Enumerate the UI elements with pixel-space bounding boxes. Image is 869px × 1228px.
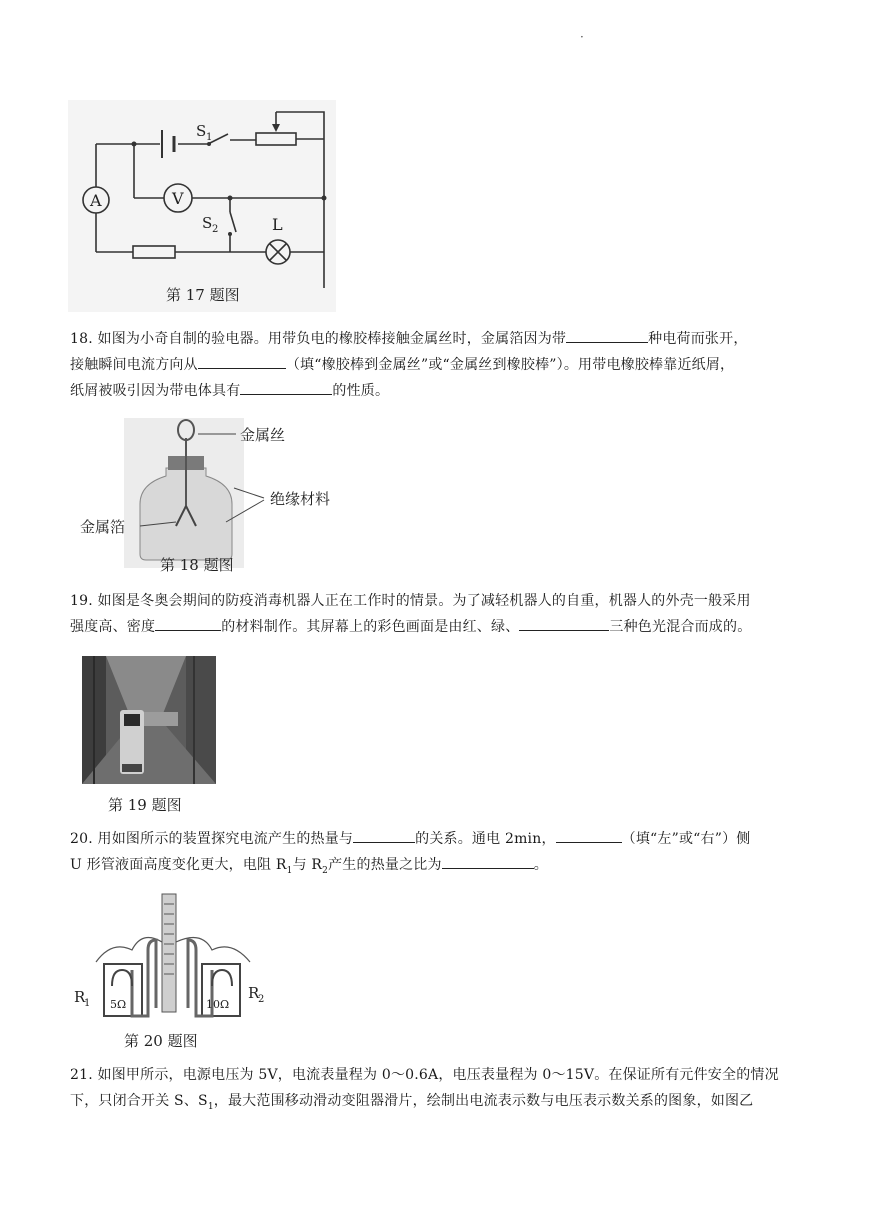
resistor-left-value: 5Ω bbox=[110, 998, 127, 1011]
q20-blank-2[interactable] bbox=[556, 828, 622, 843]
lamp-label: L bbox=[272, 215, 283, 234]
header-dot: · bbox=[580, 30, 584, 44]
s2-label: S bbox=[202, 214, 213, 232]
r1-sub: 1 bbox=[84, 998, 91, 1009]
question-20: 20. 用如图所示的装置探究电流产生的热量与 的关系。通电 2min， （填“左”或“右”）侧 U 形管液面高度变化更大，电阻 $R_1$与 $R_2$产生的热量之比为 。 bbox=[70, 826, 810, 884]
figure-18-caption: 第 18 题图 bbox=[160, 556, 234, 574]
r2-label: R bbox=[248, 984, 260, 1002]
q19-blank-1[interactable] bbox=[155, 616, 221, 631]
figure-17 bbox=[68, 100, 336, 312]
figure-19 bbox=[82, 656, 216, 814]
voltmeter-label: V bbox=[172, 189, 184, 208]
u-tube-apparatus bbox=[72, 890, 272, 1030]
question-21: 21. 如图甲所示，电源电压为 5V，电流表量程为 0～0.6A，电压表量程为 0～15V。在保证所有元件安全的情况 下，只闭合开关 S、$S_1$，最大范围移动滑动变阻器滑片，绘制出电流表示数与电压表示数关系的图象，如图乙 bbox=[70, 1067, 779, 1112]
figure-19-caption: 第 19 题图 bbox=[108, 796, 182, 814]
q20-blank-3[interactable] bbox=[442, 854, 534, 869]
figure-20 bbox=[72, 890, 272, 1056]
s1-label: S bbox=[196, 122, 207, 140]
q19-blank-2[interactable] bbox=[519, 616, 609, 631]
label-insulator: 绝缘材料 bbox=[270, 490, 331, 508]
s2-sub: 2 bbox=[212, 224, 219, 235]
electroscope-illustration bbox=[76, 414, 366, 576]
figure-20-caption: 第 20 题图 bbox=[124, 1032, 198, 1050]
resistor-right-value: 10Ω bbox=[206, 998, 230, 1011]
circuit-diagram-17 bbox=[68, 100, 336, 312]
figure-18 bbox=[76, 414, 366, 576]
q18-blank-2[interactable] bbox=[198, 354, 286, 369]
r1-label: R bbox=[74, 988, 86, 1006]
label-metal-wire: 金属丝 bbox=[240, 426, 286, 444]
question-18: 18. 如图为小奇自制的验电器。用带负电的橡胶棒接触金属丝时，金属箔因为带 种电荷而张开， 接触瞬间电流方向从 （填“橡胶棒到金属丝”或“金属丝到橡胶棒”）。用带电橡胶棒靠近纸屑， 纸屑被吸引因为带电体具有 的性质。 bbox=[70, 326, 810, 404]
q18-blank-3[interactable] bbox=[240, 380, 332, 395]
robot-photo bbox=[82, 656, 216, 784]
question-19: 19. 如图是冬奥会期间的防疫消毒机器人正在工作时的情景。为了减轻机器人的自重，机器人的外壳一般采用 强度高、密度 的材料制作。其屏幕上的彩色画面是由红、绿、 三种色光混合而成的。 bbox=[70, 593, 752, 635]
figure-17-caption: 第 17 题图 bbox=[166, 286, 240, 304]
ammeter-label: A bbox=[90, 191, 102, 210]
label-metal-foil: 金属箔 bbox=[80, 518, 126, 536]
r2-sub: 2 bbox=[258, 994, 265, 1005]
q20-blank-1[interactable] bbox=[353, 828, 415, 843]
q18-blank-1[interactable] bbox=[566, 328, 648, 343]
s1-sub: 1 bbox=[206, 132, 213, 143]
